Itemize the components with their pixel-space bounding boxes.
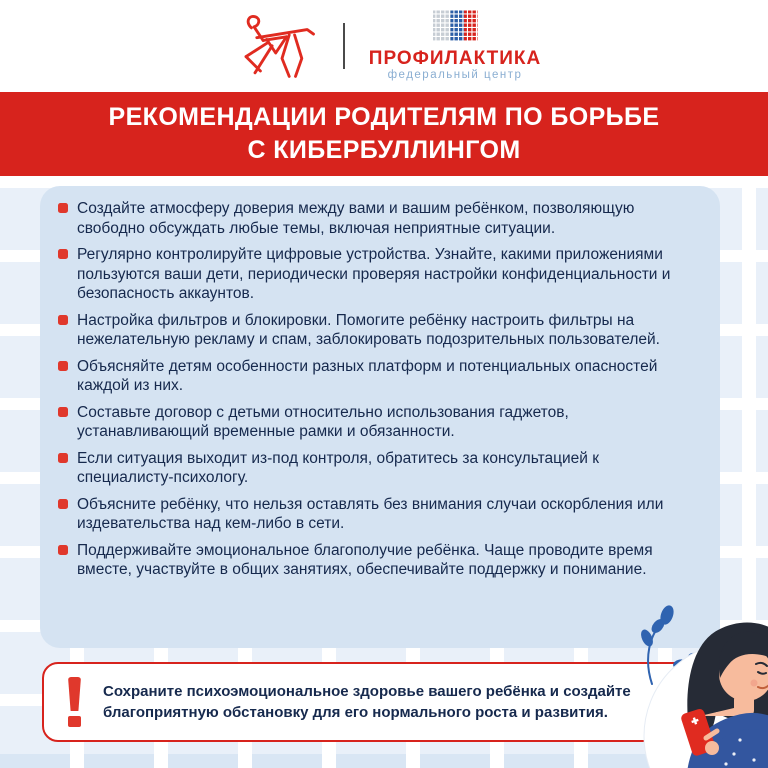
recommendation-text: Поддерживайте эмоциональное благополучие ребёнка. Чаще проводите время вместе, участвуйте в общих занятиях, обеспечивайте поддержку и понимание. xyxy=(77,541,653,579)
title-banner xyxy=(0,92,768,176)
logo-subtitle: федеральный центр xyxy=(387,69,523,82)
list-item xyxy=(58,541,702,580)
page-title-line2: С КИБЕРБУЛЛИНГОМ xyxy=(247,136,521,164)
recommendation-text: Регулярно контролируйте цифровые устройства. Узнайте, какими приложениями пользуются ваши дети, периодически проверяя настройки конфиденциальности и безопасность аккаунтов. xyxy=(77,246,671,303)
recommendation-text: Составьте договор с детьми относительно использования гаджетов, устанавливающий временные рамки и обязанности. xyxy=(77,403,569,441)
list-item xyxy=(58,311,702,350)
horse-lineart-icon xyxy=(227,8,319,85)
bullet-square-icon xyxy=(58,407,68,417)
list-item xyxy=(58,495,702,534)
list-item xyxy=(58,449,702,488)
page-title-line1: РЕКОМЕНДАЦИИ РОДИТЕЛЯМ ПО БОРЬБЕ xyxy=(108,103,660,131)
bullet-square-icon xyxy=(58,361,68,371)
woman-with-phone-illustration xyxy=(588,588,768,768)
list-item xyxy=(58,403,702,442)
bullet-square-icon xyxy=(58,203,68,213)
exclamation-icon xyxy=(68,677,81,727)
recommendations-card xyxy=(40,186,720,648)
header-divider xyxy=(343,23,345,69)
recommendation-text: Настройка фильтров и блокировки. Помогите ребёнку настроить фильтры на нежелательную рекламу и спам, заблокировать подозрительных пользователей. xyxy=(77,311,660,349)
recommendation-text: Создайте атмосферу доверия между вами и вашим ребёнком, позволяющую свободно обсуждать любые темы, включая неприятные ситуации. xyxy=(77,200,635,237)
header xyxy=(0,0,768,92)
list-item xyxy=(58,357,702,396)
logo-wordmark: ПРОФИЛАКТИКА xyxy=(368,48,542,70)
profilaktika-logo xyxy=(369,10,541,82)
bullet-square-icon xyxy=(58,249,68,259)
recommendation-text: Объясняйте детям особенности разных платформ и потенциальных опасностей каждой из них. xyxy=(77,357,658,395)
alert-text: Сохраните психоэмоциональное здоровье вашего ребёнка и создайте благоприятную обстановку для его нормального роста и развития. xyxy=(103,682,631,721)
bullet-square-icon xyxy=(58,545,68,555)
list-item xyxy=(58,245,702,304)
bullet-square-icon xyxy=(58,315,68,325)
list-item xyxy=(58,199,702,238)
bullet-square-icon xyxy=(58,499,68,509)
pixel-grid-logo-icon xyxy=(432,10,478,47)
bullet-square-icon xyxy=(58,453,68,463)
recommendation-text: Если ситуация выходит из-под контроля, обратитесь за консультацией к специалисту-психологу. xyxy=(77,449,600,487)
recommendation-text: Объясните ребёнку, что нельзя оставлять без внимания случаи оскорбления или издевательства над кем-либо в сети. xyxy=(77,495,664,533)
